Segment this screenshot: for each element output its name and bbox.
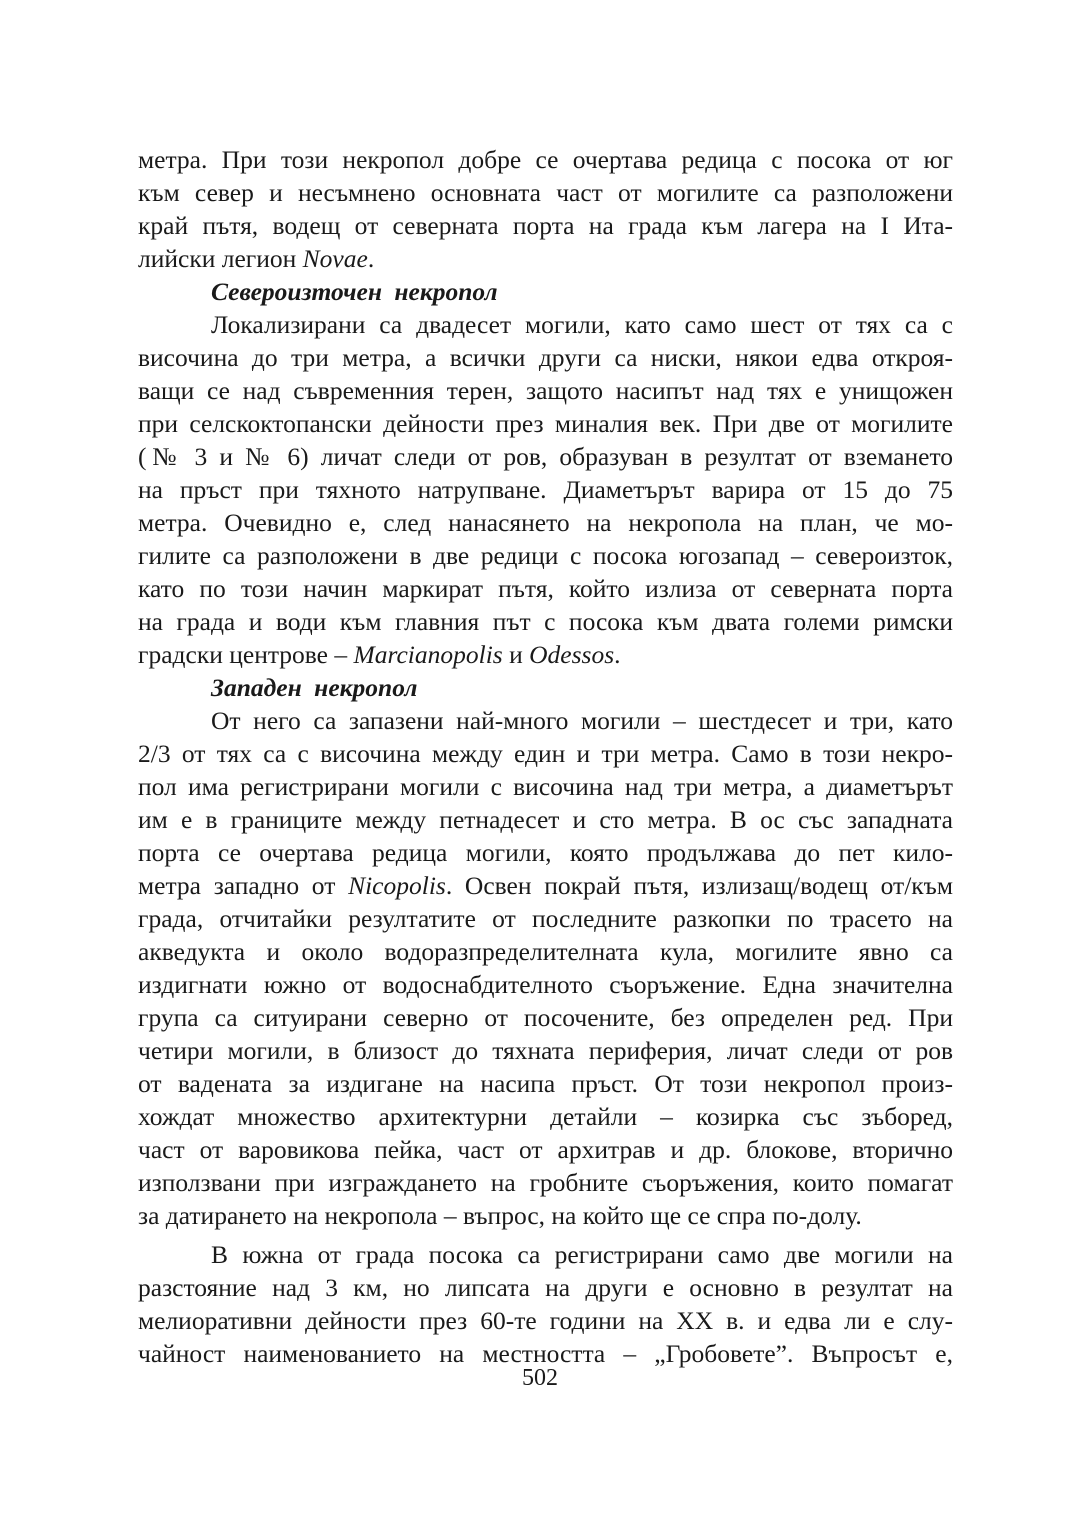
- text-line: на града и води към главния път с посока към двата големи римски: [138, 607, 953, 636]
- text-line: акведукта и около водоразпределителната кула, могилите явно са: [138, 937, 953, 966]
- page-body: [138, 143, 953, 1370]
- text-line: Локализирани са двадесет могили, като само шест от тях са с: [211, 310, 953, 339]
- text-line: метра западно от Nicopolis. Освен покрай пътя, излизащ/водещ от/към: [138, 871, 953, 900]
- text-line: пол има регистрирани могили с височина над три метра, а диаметърът: [138, 772, 953, 801]
- text-line: за датирането на некропола – въпрос, на който ще се спра по-долу.: [138, 1201, 862, 1230]
- text-line: височина до три метра, а всички други са ниски, някои едва откроя-: [138, 343, 953, 372]
- text-line: гилите са разположени в две редици с посока югозапад – североизток,: [138, 541, 953, 570]
- text-line: метра. При този некропол добре се очертава редица с посока от юг: [138, 145, 953, 174]
- text-line: край пътя, водещ от северната порта на града към лагера на I Ита-: [138, 211, 953, 240]
- text-line: от вадената за издигане на насипа пръст. От този некропол произ-: [138, 1069, 953, 1098]
- text-line: към север и несъмнено основната част от могилите са разположени: [138, 178, 953, 207]
- text-line: града, отчитайки резултатите от последните разкопки по трасето на: [138, 904, 953, 933]
- text-line: мелиоративни дейности през 60-те години на XX в. и едва ли е слу-: [138, 1306, 953, 1335]
- text-line: метра. Очевидно е, след нанасянето на некропола на план, че мо-: [138, 508, 953, 537]
- text-line: група са ситуирани северно от посочените, без определен ред. При: [138, 1003, 953, 1032]
- page-number: 502: [522, 1365, 558, 1391]
- text-line: (№ 3 и № 6) личат следи от ров, образуван в резултат от вземането: [138, 442, 953, 471]
- text-line: използвани при изграждането на гробните съоръжения, които помагат: [138, 1168, 953, 1197]
- text-line: разстояние над 3 км, но липсата на други е основно в резултат на: [138, 1273, 953, 1302]
- section-heading-northeast-necropolis: Североизточен некропол: [211, 277, 498, 306]
- text-line: лийски легион Novae.: [138, 244, 375, 273]
- text-line: ващи се над съвременния терен, защото насипът над тях е унищожен: [138, 376, 953, 405]
- text-line: издигнати южно от водоснабдителното съоръжение. Една значителна: [138, 970, 953, 999]
- text-line: В южна от града посока са регистрирани само две могили на: [211, 1240, 953, 1269]
- text-line: част от варовикова пейка, част от архитрав и др. блокове, вторично: [138, 1135, 953, 1164]
- text-line: като по този начин маркират пътя, който излиза от северната порта: [138, 574, 953, 603]
- text-line: хождат множество архитектурни детайли – козирка със зъборед,: [138, 1102, 953, 1131]
- text-line: при селскоктопански дейности през миналия век. При две от могилите: [138, 409, 953, 438]
- text-line: на пръст при тяхното натрупване. Диаметърът варира от 15 до 75: [138, 475, 953, 504]
- text-line: От него са запазени най-много могили – шестдесет и три, като: [211, 706, 953, 735]
- text-line: порта се очертава редица могили, която продължава до пет кило-: [138, 838, 953, 867]
- text-line: им е в границите между петнадесет и сто метра. В ос със западната: [138, 805, 953, 834]
- section-heading-western-necropolis: Западен некропол: [211, 673, 418, 702]
- text-line: 2/3 от тях са с височина между един и три метра. Само в този некро-: [138, 739, 953, 768]
- text-line: чайност наименованието на местността – „Гробовете”. Въпросът е,: [138, 1339, 953, 1368]
- text-line: градски центрове – Marcianopolis и Odessos.: [138, 640, 621, 669]
- text-line: четири могили, в близост до тяхната периферия, личат следи от ров: [138, 1036, 953, 1065]
